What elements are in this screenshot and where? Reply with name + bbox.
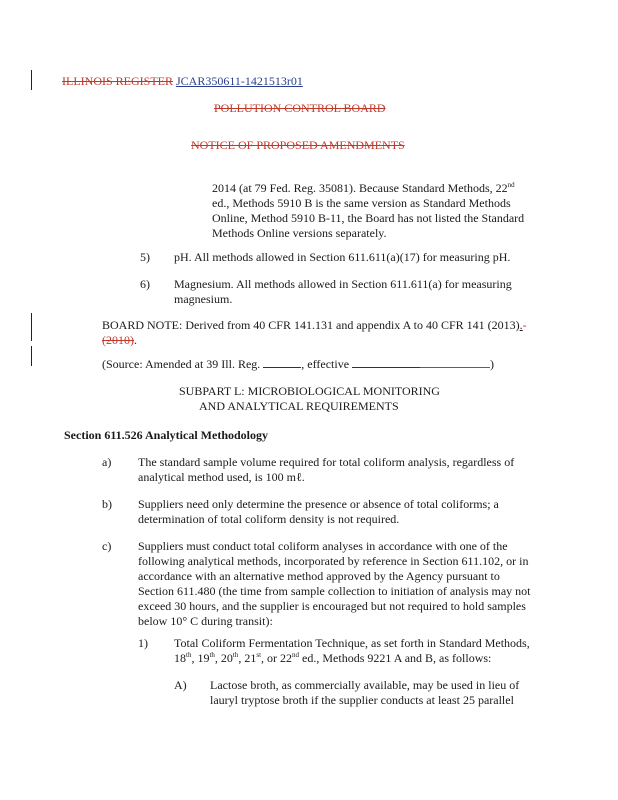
paragraph-b-line-1: Suppliers need only determine the presence or absence of total coliforms; a xyxy=(138,497,499,511)
item-6-line-2: magnesium. xyxy=(174,292,233,306)
intro-line-3: Online, Method 5910 B-11, the Board has not listed the Standard xyxy=(212,211,525,225)
paragraph-c-line-6: below 10° C during transit): xyxy=(138,614,273,628)
intro-line-4: Methods Online versions separately. xyxy=(212,226,387,240)
sub-item-a-label: A) xyxy=(174,678,187,692)
paragraph-c-line-4: Section 611.480 (the time from sample collection to initiation of analysis may not xyxy=(138,584,531,598)
change-bar-source xyxy=(31,346,32,366)
jcar-code: JCAR350611-1421513r01 xyxy=(176,74,303,88)
paragraph-c-line-5: exceed 30 hours, and the supplier is encouraged but not required to hold samples xyxy=(138,599,526,613)
paragraph-c-line-1: Suppliers must conduct total coliform analyses in accordance with one of the xyxy=(138,539,508,553)
paragraph-c-line-2: following analytical methods, incorporated by reference in Section 611.102, or in xyxy=(138,554,529,568)
subpart-heading-line-1: SUBPART L: MICROBIOLOGICAL MONITORING xyxy=(179,384,440,398)
change-bar-header xyxy=(31,70,32,90)
sub-item-a-line-1: Lactose broth, as commercially available, may be used in lieu of xyxy=(210,678,520,692)
paragraph-b-line-2: determination of total coliform density is not required. xyxy=(138,512,400,526)
paragraph-c-line-3: accordance with an alternative method approved by the Agency pursuant to xyxy=(138,569,500,583)
sub-item-1-line-1: Total Coliform Fermentation Technique, as set forth in Standard Methods, xyxy=(174,636,530,650)
effective-date-blank xyxy=(352,357,420,368)
intro-line-1: 2014 (at 79 Fed. Reg. 35081). Because Standard Methods, 22nd xyxy=(212,181,515,195)
board-name: POLLUTION CONTROL BOARD xyxy=(214,101,386,115)
item-5-number: 5) xyxy=(140,250,150,264)
intro-line-2: ed., Methods 5910 B is the same version as Standard Methods xyxy=(212,196,511,210)
register-header xyxy=(62,74,303,89)
paragraph-a-line-2: analytical method used, is 100 mℓ. xyxy=(138,470,305,484)
sub-item-1-label: 1) xyxy=(138,636,148,650)
paragraph-c-label: c) xyxy=(102,539,112,553)
effective-date-inserted-blank xyxy=(420,357,490,368)
item-5-text: pH. All methods allowed in Section 611.611(a)(17) for measuring pH. xyxy=(174,250,511,264)
sub-item-a-line-2: lauryl tryptose broth if the supplier conducts at least 25 parallel xyxy=(210,693,514,707)
subpart-heading-line-2: AND ANALYTICAL REQUIREMENTS xyxy=(199,399,399,413)
paragraph-a-label: a) xyxy=(102,455,112,469)
board-note-line-1: BOARD NOTE: Derived from 40 CFR 141.131 and appendix A to 40 CFR 141 (2013).- xyxy=(102,318,527,332)
change-bar-board-note xyxy=(31,313,32,341)
item-6-line-1: Magnesium. All methods allowed in Section 611.611(a) for measuring xyxy=(174,277,512,291)
board-note-line-2: (2010). xyxy=(102,333,137,347)
section-title: Section 611.526 Analytical Methodology xyxy=(64,428,268,442)
item-6-number: 6) xyxy=(140,277,150,291)
notice-title: NOTICE OF PROPOSED AMENDMENTS xyxy=(191,138,405,152)
paragraph-a-line-1: The standard sample volume required for total coliform analysis, regardless of xyxy=(138,455,515,469)
paragraph-b-label: b) xyxy=(102,497,112,511)
source-line: (Source: Amended at 39 Ill. Reg. , effective ) xyxy=(102,357,495,371)
sub-item-1-line-2: 18th, 19th, 20th, 21st, or 22nd ed., Methods 9221 A and B, as follows: xyxy=(174,651,492,665)
register-title: ILLINOIS REGISTER xyxy=(62,74,173,88)
register-page-blank xyxy=(263,357,301,368)
